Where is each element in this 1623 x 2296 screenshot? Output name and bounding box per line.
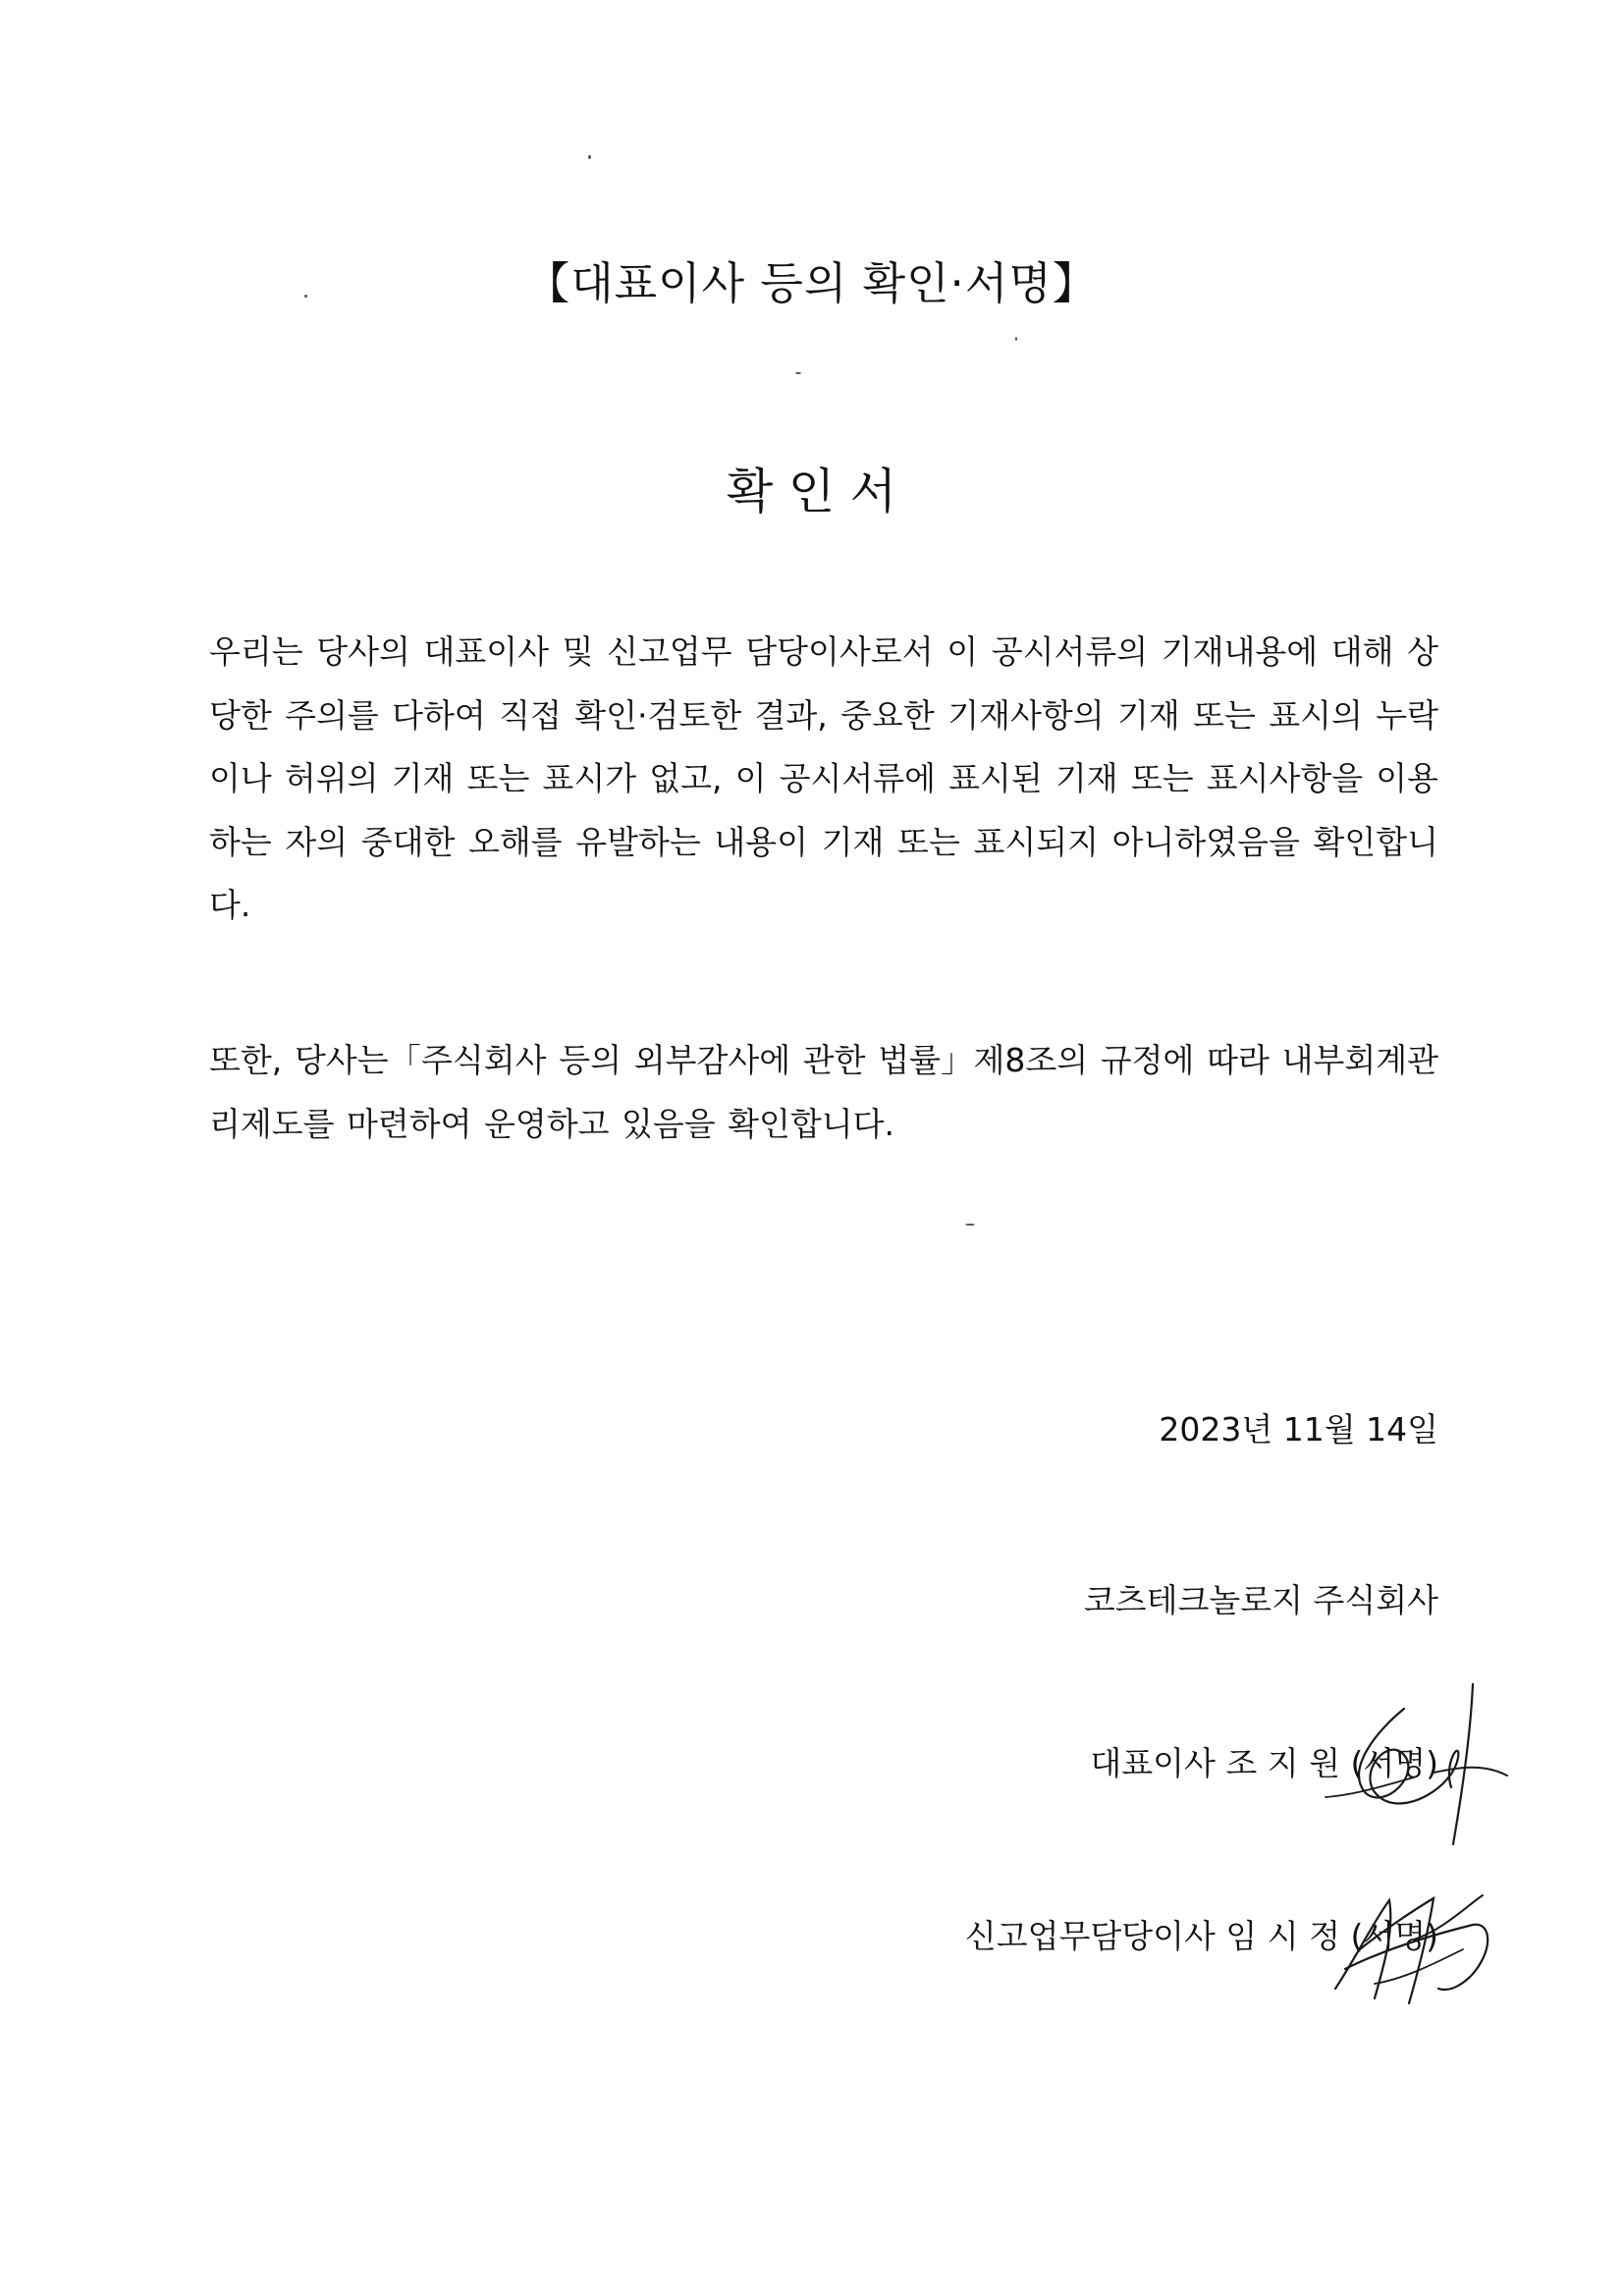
ceo-signature-line: 대표이사 조 지 원 (서명) <box>1090 1744 1438 1782</box>
scan-speck <box>304 295 307 298</box>
scan-speck <box>965 1224 975 1226</box>
scan-speck <box>588 155 591 159</box>
document-heading: 【대표이사 등의 확인·서명】 <box>525 257 1098 309</box>
confirmation-paragraph: 우리는 당사의 대표이사 및 신고업무 담당이사로서 이 공시서류의 기재내용에 대해 상당한 주의를 다하여 직접 확인·검토한 결과, 중요한 기재사항의 기재 또는 표시의 누락이나 허위의 기재 또는 표시가 없고, 이 공시서류에 표시된 기재 또는 표시사항을 이용하는 자의 중대한 오해를 유발하는 내용이 기재 또는 표시되지 아니하였음을 확인합니다. <box>209 632 1438 924</box>
officer-signature-line: 신고업무담당이사 임 시 정 (서명) <box>964 1917 1438 1955</box>
document-date: 2023년 11월 14일 <box>1159 1410 1438 1449</box>
internal-control-paragraph: 또한, 당사는「주식회사 등의 외부감사에 관한 법률」제8조의 규정에 따라 내부회계관리제도를 마련하여 운영하고 있음을 확인합니다. <box>209 1041 1438 1143</box>
document-title: 확 인 서 <box>726 464 897 519</box>
scan-speck <box>1015 337 1017 341</box>
company-name: 코츠테크놀로지 주식회사 <box>1083 1581 1438 1619</box>
scan-speck <box>795 372 801 374</box>
